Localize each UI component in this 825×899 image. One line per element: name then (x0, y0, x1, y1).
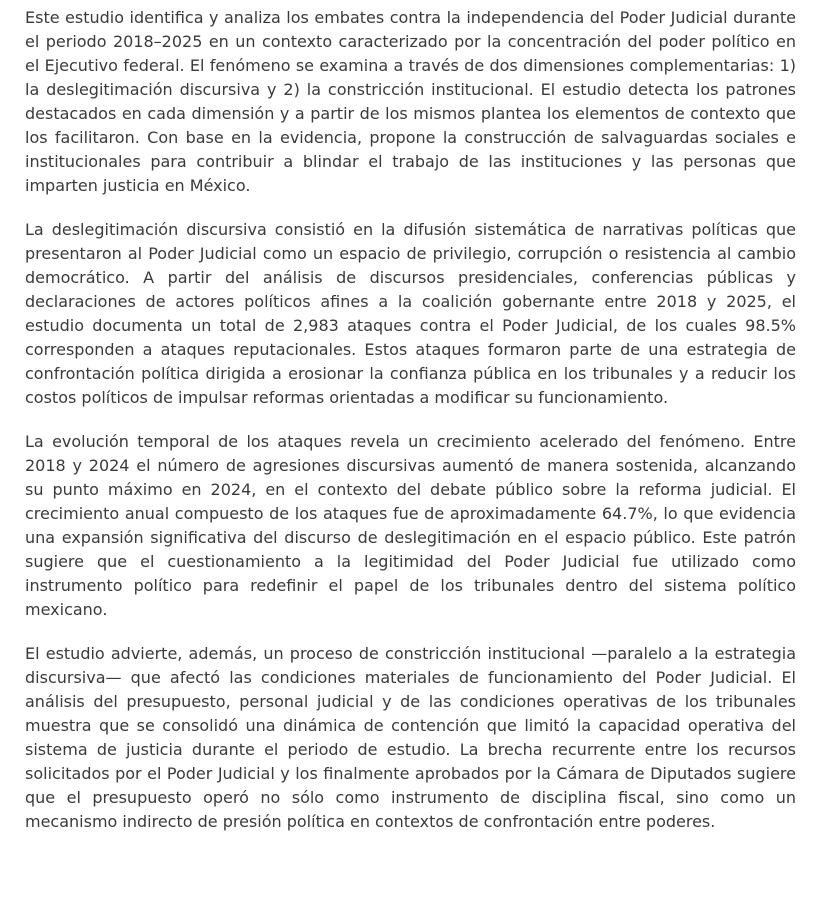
paragraph-institutional-constriction: El estudio advierte, además, un proceso de constricción institucional —paralelo a la estrategia discursiva— que afectó las condiciones materiales de funcionamiento del Poder Judicial. El análisis del presupuesto, personal judicial y de las condiciones operativas de los tribunales muestra que se consolidó una dinámica de contención que limitó la capacidad operativa del sistema de justicia durante el periodo de estudio. La brecha recurrente entre los recursos solicitados por el Poder Judicial y los finalmente aprobados por la Cámara de Diputados sugiere que el presupuesto operó no sólo como instrumento de disciplina fiscal, sino como un mecanismo indirecto de presión política en contextos de confrontación entre poderes. (25, 644, 796, 831)
paragraph-summary: Este estudio identifica y analiza los embates contra la independencia del Poder Judicial durante el periodo 2018–2025 en un contexto caracterizado por la concentración del poder político en el Ejecutivo federal. El fenómeno se examina a través de dos dimensiones complementarias: 1) la deslegitimación discursiva y 2) la constricción institucional. El estudio detecta los patrones destacados en cada dimensión y a partir de los mismos plantea los elementos de contexto que los facilitaron. Con base en la evidencia, propone la construcción de salvaguardas sociales e institucionales para contribuir a blindar el trabajo de las instituciones y las personas que imparten justicia en México. (25, 8, 796, 195)
paragraph-temporal-evolution: La evolución temporal de los ataques revela un crecimiento acelerado del fenómeno. Entre 2018 y 2024 el número de agresiones discursivas aumentó de manera sostenida, alcanzando su punto máximo en 2024, en el contexto del debate público sobre la reforma judicial. El crecimiento anual compuesto de los ataques fue de aproximadamente 64.7%, lo que evidencia una expansión significativa del discurso de deslegitimación en el espacio público. Este patrón sugiere que el cuestionamiento a la legitimidad del Poder Judicial fue utilizado como instrumento político para redefinir el papel de los tribunales dentro del sistema político mexicano. (25, 432, 796, 619)
paragraph-discursive-delegitimization: La deslegitimación discursiva consistió en la difusión sistemática de narrativas políticas que presentaron al Poder Judicial como un espacio de privilegio, corrupción o resistencia al cambio democrático. A partir del análisis de discursos presidenciales, conferencias públicas y declaraciones de actores políticos afines a la coalición gobernante entre 2018 y 2025, el estudio documenta un total de 2,983 ataques contra el Poder Judicial, de los cuales 98.5% corresponden a ataques reputacionales. Estos ataques formaron parte de una estrategia de confrontación política dirigida a erosionar la confianza pública en los tribunales y a reducir los costos políticos de impulsar reformas orientadas a modificar su funcionamiento. (25, 220, 796, 407)
document-body (25, 6, 796, 834)
